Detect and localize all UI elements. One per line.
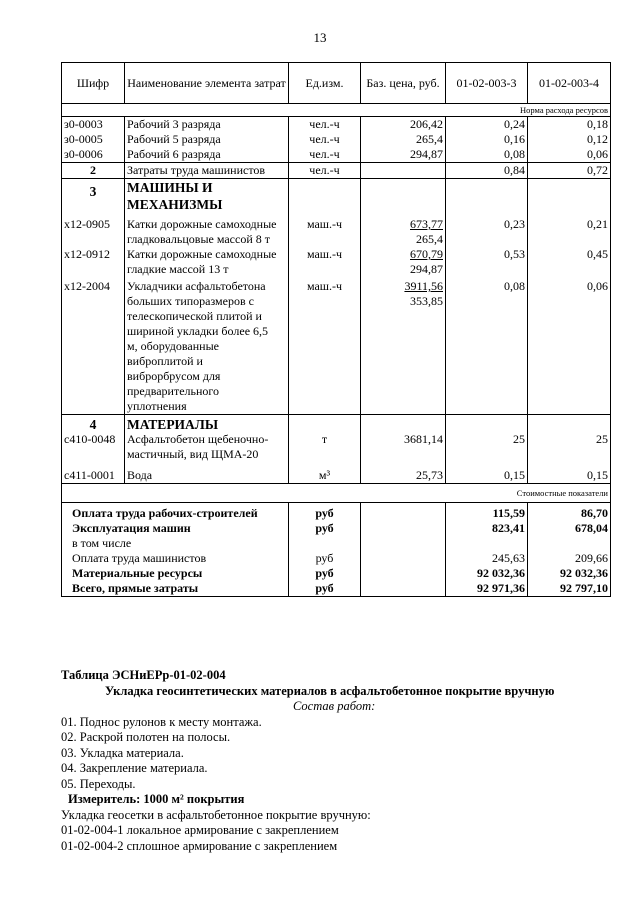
variant-item: 01-02-004-2 сплошное армирование с закреплением	[61, 838, 338, 853]
row-name: виброплитой и	[127, 354, 203, 368]
row-value-4: 25	[528, 432, 611, 468]
row-name: больших типоразмеров с	[127, 294, 254, 308]
row-value-3: 0,23	[446, 213, 528, 247]
work-item: 05. Переходы.	[61, 776, 136, 791]
norm-label-row	[62, 104, 611, 117]
table-row	[62, 147, 611, 163]
summary-value-4: 678,04	[528, 521, 611, 551]
row-name: Рабочий 6 разряда	[125, 147, 289, 163]
summary-row	[62, 503, 611, 522]
row-value-4: 0,06	[528, 277, 611, 415]
summary-unit: руб	[289, 551, 361, 566]
section-code: 3	[62, 179, 125, 214]
row-code: с411-0001	[62, 468, 125, 484]
row-unit: чел.-ч	[289, 117, 361, 133]
row-value-3: 0,15	[446, 468, 528, 484]
machinists-row	[62, 163, 611, 179]
section-row	[62, 179, 611, 214]
table-subtitle: Укладка геосинтетических материалов в асфальтобетонное покрытие вручную	[105, 683, 555, 698]
row-code: х12-0905	[62, 213, 125, 247]
summary-note: в том числе	[72, 536, 132, 550]
row-unit: чел.-ч	[289, 132, 361, 147]
work-item: 01. Поднос рулонов к месту монтажа.	[61, 714, 262, 729]
row-price-secondary: 294,87	[410, 262, 443, 276]
row-name: Укладчики асфальтобетона	[127, 279, 266, 293]
row-name: м, оборудованные	[127, 339, 219, 353]
header-code: Шифр	[62, 63, 125, 104]
section-title: МАШИНЫ И	[127, 180, 213, 195]
row-code: з0-0005	[62, 132, 125, 147]
summary-value-4: 86,70	[528, 503, 611, 522]
summary-name: Эксплуатация машин	[72, 521, 191, 535]
row-name: Асфальтобетон щебеночно-	[127, 432, 269, 446]
summary-name: Всего, прямые затраты	[62, 581, 289, 597]
row-value-3: 0,24	[446, 117, 528, 133]
summary-row	[62, 581, 611, 597]
summary-row	[62, 551, 611, 566]
row-price-secondary: 265,4	[416, 232, 443, 246]
row-value-4: 0,72	[528, 163, 611, 179]
row-name: мастичный, вид ЩМА-20	[127, 447, 259, 461]
header-col-4: 01-02-003-4	[528, 63, 611, 104]
row-name: уплотнения	[127, 399, 187, 413]
row-price-secondary: 353,85	[410, 294, 443, 308]
header-row	[62, 63, 611, 104]
summary-unit: руб	[289, 566, 361, 581]
row-name: Катки дорожные самоходные	[127, 247, 277, 261]
row-price: 294,87	[361, 147, 446, 163]
table-description	[61, 668, 621, 854]
row-name: Затраты труда машинистов	[125, 163, 289, 179]
table-title: Таблица ЭСНиЕРр-01-02-004	[61, 668, 226, 682]
table-row	[62, 432, 611, 468]
row-value-4: 0,12	[528, 132, 611, 147]
row-unit: м³	[289, 468, 361, 484]
row-value-4: 0,06	[528, 147, 611, 163]
page-number: 13	[313, 30, 327, 45]
row-name: телескопической плитой и	[127, 309, 262, 323]
row-unit: маш.-ч	[289, 247, 361, 277]
section-title: МАТЕРИАЛЫ	[125, 415, 289, 433]
row-value-3: 0,16	[446, 132, 528, 147]
table-row	[62, 117, 611, 133]
summary-row	[62, 521, 611, 551]
header-price: Баз. цена, руб.	[361, 63, 446, 104]
work-item: 04. Закрепление материала.	[61, 761, 208, 775]
section-title: МЕХАНИЗМЫ	[127, 197, 223, 212]
summary-value-3: 245,63	[446, 551, 528, 566]
row-name: Рабочий 5 разряда	[125, 132, 289, 147]
row-code: с410-0048	[62, 432, 125, 468]
row-value-3: 25	[446, 432, 528, 468]
table-row	[62, 132, 611, 147]
row-price: 206,42	[361, 117, 446, 133]
summary-value-3: 92 971,36	[446, 581, 528, 597]
row-code: з0-0006	[62, 147, 125, 163]
row-price: 3911,56	[404, 279, 443, 293]
summary-value-4: 92 032,36	[528, 566, 611, 581]
summary-value-4: 209,66	[528, 551, 611, 566]
row-value-3: 0,53	[446, 247, 528, 277]
section-code: 4	[62, 415, 125, 433]
row-code: з0-0003	[62, 117, 125, 133]
table-row	[62, 247, 611, 277]
measure: Измеритель: 1000 м² покрытия	[68, 792, 245, 806]
table-row	[62, 468, 611, 484]
row-value-3: 0,08	[446, 147, 528, 163]
row-price: 3681,14	[361, 432, 446, 468]
row-value-4: 0,21	[528, 213, 611, 247]
row-price: 673,77	[410, 217, 443, 231]
summary-value-3: 823,41	[446, 521, 528, 551]
row-value-4: 0,45	[528, 247, 611, 277]
header-name: Наименование элемента затрат	[125, 63, 289, 104]
resource-table	[61, 62, 611, 597]
row-name: гладковальцовые массой 8 т	[127, 232, 270, 246]
row-value-4: 0,15	[528, 468, 611, 484]
row-name: гладкие массой 13 т	[127, 262, 229, 276]
summary-value-3: 115,59	[446, 503, 528, 522]
row-name: Катки дорожные самоходные	[127, 217, 277, 231]
row-value-3: 0,08	[446, 277, 528, 415]
header-unit: Ед.изм.	[289, 63, 361, 104]
summary-name: Оплата труда машинистов	[62, 551, 289, 566]
summary-unit: руб	[289, 581, 361, 597]
row-code: х12-0912	[62, 247, 125, 277]
work-item: 03. Укладка материала.	[61, 745, 184, 760]
row-value-3: 0,84	[446, 163, 528, 179]
summary-name: Материальные ресурсы	[62, 566, 289, 581]
row-value-4: 0,18	[528, 117, 611, 133]
row-unit: чел.-ч	[289, 147, 361, 163]
summary-value-3: 92 032,36	[446, 566, 528, 581]
summary-name: Оплата труда рабочих-строителей	[62, 503, 289, 522]
row-name: Вода	[125, 468, 289, 484]
row-name: Рабочий 3 разряда	[125, 117, 289, 133]
table-row	[62, 277, 611, 415]
summary-unit: руб	[289, 521, 361, 551]
row-unit: маш.-ч	[289, 277, 361, 415]
row-name: виброрбрусом для	[127, 369, 221, 383]
cost-label-row	[62, 484, 611, 503]
summary-value-4: 92 797,10	[528, 581, 611, 597]
summary-unit: руб	[289, 503, 361, 522]
norm-label: Норма расхода ресурсов	[62, 104, 611, 117]
description: Укладка геосетки в асфальтобетонное покрытие вручную:	[61, 807, 371, 822]
row-code: 2	[62, 163, 125, 179]
row-code: х12-2004	[62, 277, 125, 415]
summary-row	[62, 566, 611, 581]
section-row	[62, 415, 611, 433]
row-unit: маш.-ч	[289, 213, 361, 247]
composition-label: Состав работ:	[293, 699, 376, 713]
row-name: шириной укладки более 6,5	[127, 324, 269, 338]
header-col-3: 01-02-003-3	[446, 63, 528, 104]
cost-label: Стоимостные показатели	[62, 484, 611, 503]
table-row	[62, 213, 611, 247]
work-item: 02. Раскрой полотен на полосы.	[61, 730, 231, 744]
row-price: 670,79	[410, 247, 443, 261]
row-name: предварительного	[127, 384, 220, 398]
row-price: 265,4	[361, 132, 446, 147]
variant-item: 01-02-004-1 локальное армирование с закреплением	[61, 823, 339, 837]
row-unit: т	[289, 432, 361, 468]
row-unit: чел.-ч	[289, 163, 361, 179]
row-price: 25,73	[361, 468, 446, 484]
